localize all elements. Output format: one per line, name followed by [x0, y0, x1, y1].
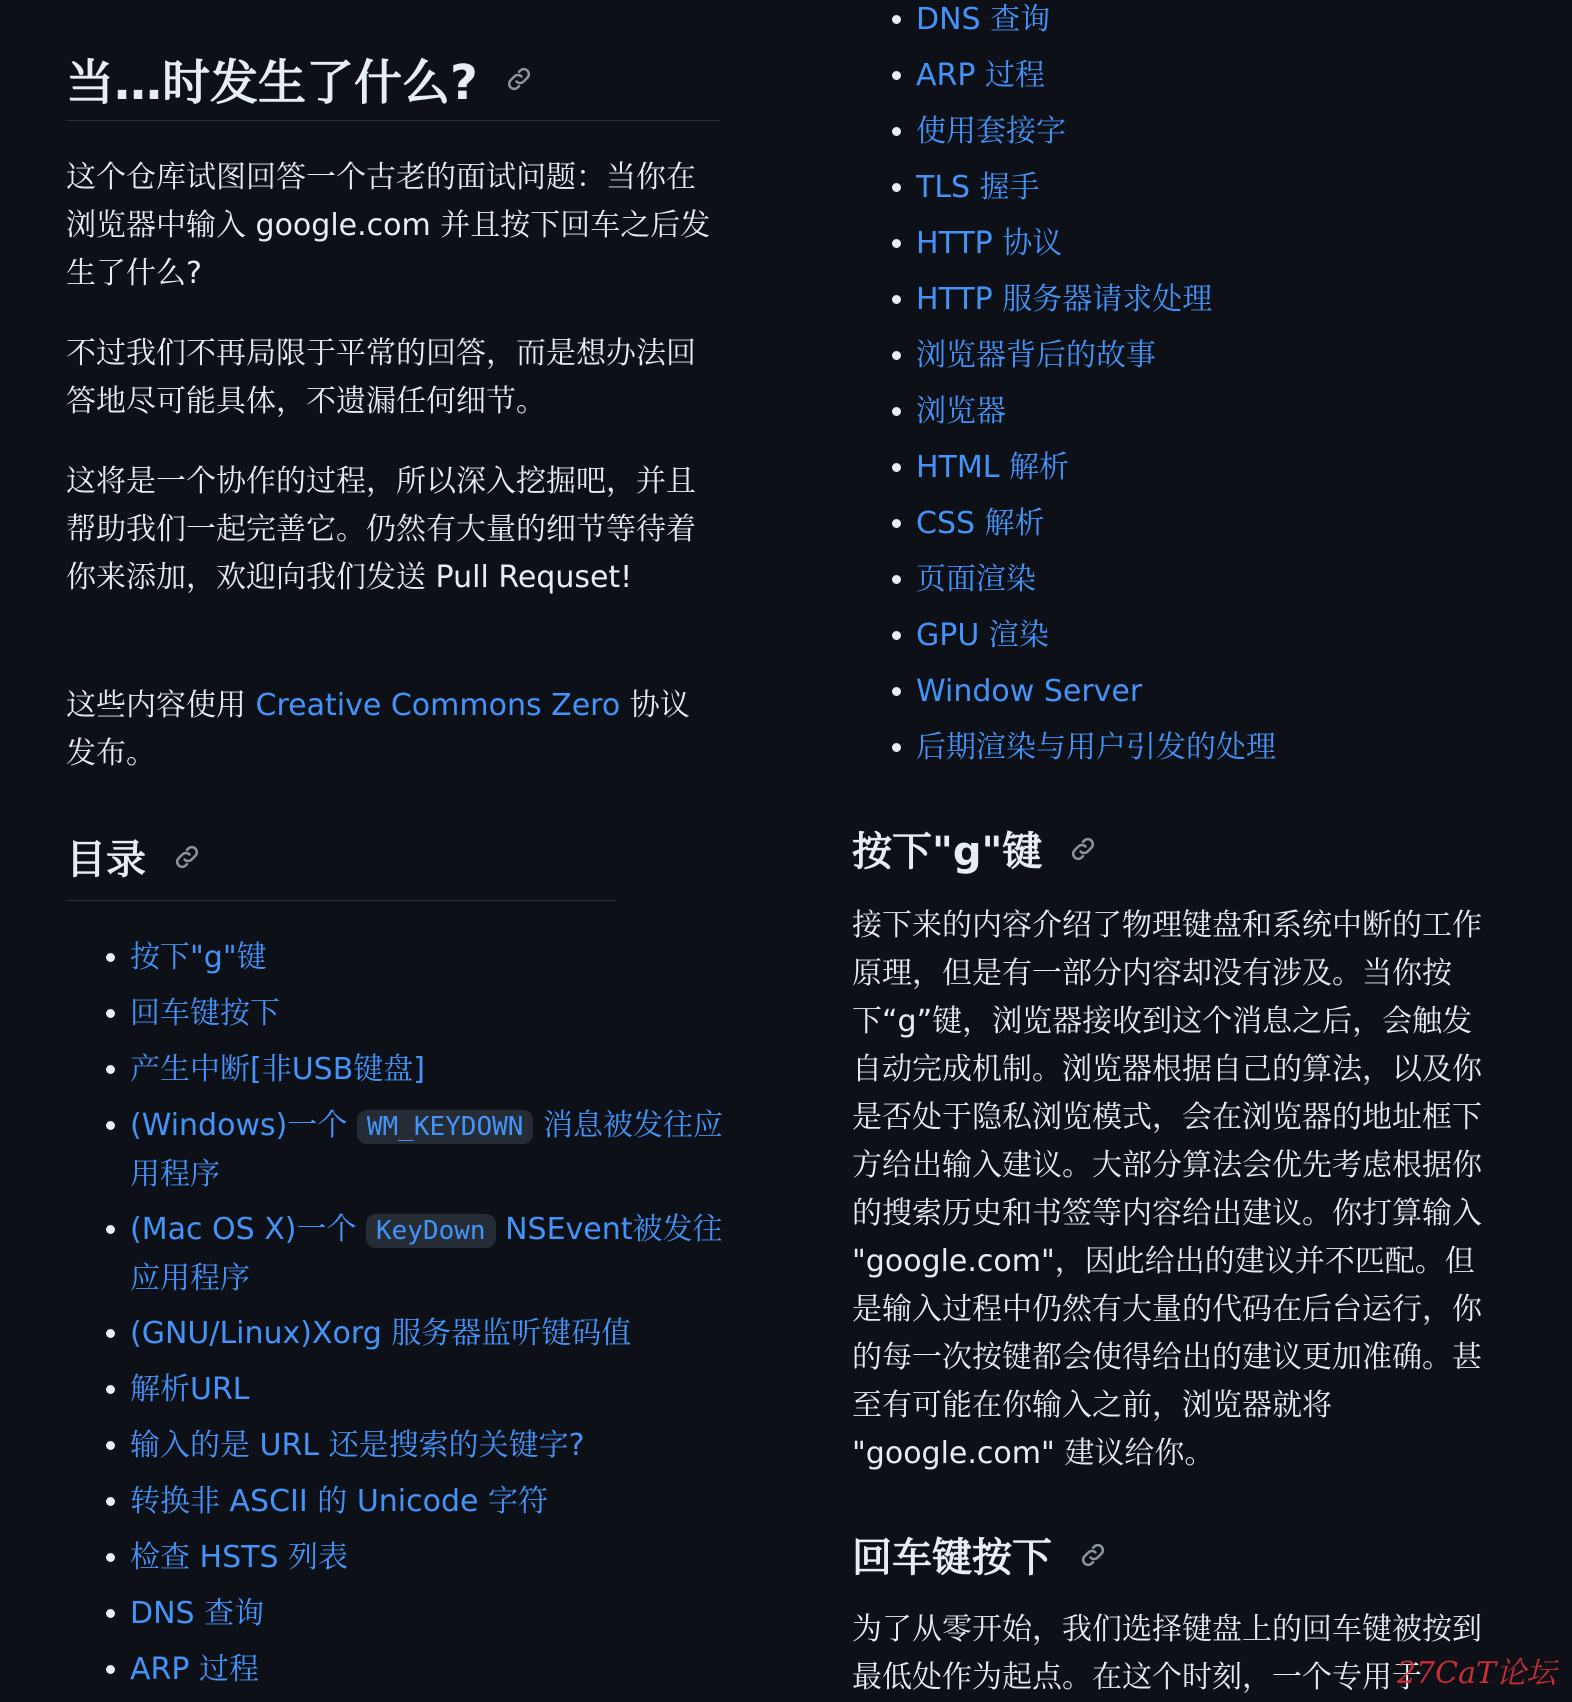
- toc-item[interactable]: 浏览器: [916, 388, 1516, 444]
- toc-item[interactable]: Window Server: [916, 668, 1516, 724]
- license-paragraph: 这些内容使用 Creative Commons Zero 协议发布。: [66, 688, 690, 771]
- toc-item[interactable]: ARP 过程: [130, 1646, 730, 1702]
- forum-watermark: 27CaT论坛: [1396, 1656, 1556, 1691]
- bullet-icon: [892, 295, 901, 304]
- page-title-text: 当…时发生了什么?: [66, 55, 478, 111]
- bullet-icon: [106, 1497, 115, 1506]
- toc-item[interactable]: 页面渲染: [916, 556, 1516, 612]
- toc-item[interactable]: 输入的是 URL 还是搜索的关键字?: [130, 1422, 730, 1478]
- bullet-icon: [106, 1065, 115, 1074]
- toc-item[interactable]: 按下"g"键: [130, 934, 730, 990]
- bullet-icon: [892, 351, 901, 360]
- toc-item[interactable]: 产生中断[非USB键盘]: [130, 1046, 730, 1102]
- bullet-icon: [106, 953, 115, 962]
- bullet-icon: [892, 239, 901, 248]
- bullet-icon: [106, 1009, 115, 1018]
- bullet-icon: [106, 1553, 115, 1562]
- toc-item[interactable]: ARP 过程: [916, 52, 1516, 108]
- toc-item[interactable]: DNS 查询: [916, 0, 1516, 52]
- bullet-icon: [106, 1225, 115, 1234]
- section-heading-enter-key: 回车键按下: [852, 1526, 1108, 1583]
- bullet-icon: [106, 1385, 115, 1394]
- bullet-icon: [892, 631, 901, 640]
- bullet-icon: [892, 687, 901, 696]
- bullet-icon: [106, 1441, 115, 1450]
- bullet-icon: [106, 1665, 115, 1674]
- bullet-icon: [892, 519, 901, 528]
- bullet-icon: [892, 71, 901, 80]
- bullet-icon: [892, 463, 901, 472]
- toc-item[interactable]: (Mac OS X)一个 KeyDown NSEvent被发往应用程序: [130, 1206, 730, 1310]
- anchor-link-icon[interactable]: [1078, 1540, 1108, 1570]
- code-wm-keydown: WM_KEYDOWN: [357, 1110, 534, 1144]
- toc-item[interactable]: CSS 解析: [916, 500, 1516, 556]
- section-g-key-text: 接下来的内容介绍了物理键盘和系统中断的工作原理，但是有一部分内容却没有涉及。当你按下“g”键，浏览器接收到这个消息之后，会触发自动完成机制。浏览器根据自己的算法，以及你是否处于隐私浏览模式，会在浏览器的地址框下方给出输入建议。大部分算法会优先考虑根据你的搜索历史和书签等内容给出建议。你打算输入 "google.com"，因此给出的建议并不匹配。但是输入过程中仍然有大量的代码在后台运行，你的每一次按键都会使得给出的建议更加准确。甚至有可能在你输入之前，浏览器就将 "google.com" 建议给你。: [852, 908, 1482, 1471]
- toc-item[interactable]: TLS 握手: [916, 164, 1516, 220]
- toc-divider: [66, 900, 616, 901]
- license-link[interactable]: Creative Commons Zero: [255, 688, 621, 723]
- toc-item[interactable]: 浏览器背后的故事: [916, 332, 1516, 388]
- bullet-icon: [892, 183, 901, 192]
- toc-list-continued: [916, 0, 1516, 780]
- bullet-icon: [892, 15, 901, 24]
- toc-item[interactable]: HTML 解析: [916, 444, 1516, 500]
- toc-list: [130, 934, 730, 1702]
- toc-item[interactable]: 检查 HSTS 列表: [130, 1534, 730, 1590]
- anchor-link-icon[interactable]: [1068, 834, 1098, 864]
- toc-item[interactable]: 回车键按下: [130, 990, 730, 1046]
- toc-item[interactable]: 转换非 ASCII 的 Unicode 字符: [130, 1478, 730, 1534]
- page-title: [66, 44, 534, 113]
- toc-item[interactable]: 使用套接字: [916, 108, 1516, 164]
- toc-item[interactable]: GPU 渲染: [916, 612, 1516, 668]
- anchor-link-icon[interactable]: [504, 64, 534, 94]
- code-keydown: KeyDown: [366, 1214, 496, 1248]
- bullet-icon: [892, 743, 901, 752]
- section-enter-key-text: 为了从零开始，我们选择键盘上的回车键被按到最低处作为起点。在这个时刻，一个专用于: [852, 1612, 1482, 1695]
- toc-item[interactable]: 解析URL: [130, 1366, 730, 1422]
- intro-paragraph-2: 不过我们不再局限于平常的回答，而是想办法回答地尽可能具体，不遗漏任何细节。: [66, 336, 696, 419]
- anchor-link-icon[interactable]: [172, 842, 202, 872]
- bullet-icon: [892, 575, 901, 584]
- toc-item[interactable]: 后期渲染与用户引发的处理: [916, 724, 1516, 780]
- intro-paragraph-1: 这个仓库试图回答一个古老的面试问题：当你在浏览器中输入 google.com 并且按下回车之后发生了什么?: [66, 160, 711, 291]
- toc-item[interactable]: DNS 查询: [130, 1590, 730, 1646]
- bullet-icon: [106, 1609, 115, 1618]
- toc-item[interactable]: (GNU/Linux)Xorg 服务器监听键码值: [130, 1310, 730, 1366]
- title-divider: [66, 120, 720, 121]
- toc-item[interactable]: (Windows)一个 WM_KEYDOWN 消息被发往应用程序: [130, 1102, 730, 1206]
- bullet-icon: [892, 407, 901, 416]
- toc-heading: 目录: [66, 828, 202, 885]
- section-heading-g-key: 按下"g"键: [852, 820, 1098, 877]
- toc-item[interactable]: HTTP 协议: [916, 220, 1516, 276]
- toc-item[interactable]: HTTP 服务器请求处理: [916, 276, 1516, 332]
- bullet-icon: [106, 1329, 115, 1338]
- intro-paragraph-3: 这将是一个协作的过程，所以深入挖掘吧，并且帮助我们一起完善它。仍然有大量的细节等待着你来添加，欢迎向我们发送 Pull Requset!: [66, 464, 696, 595]
- bullet-icon: [892, 127, 901, 136]
- bullet-icon: [106, 1121, 115, 1130]
